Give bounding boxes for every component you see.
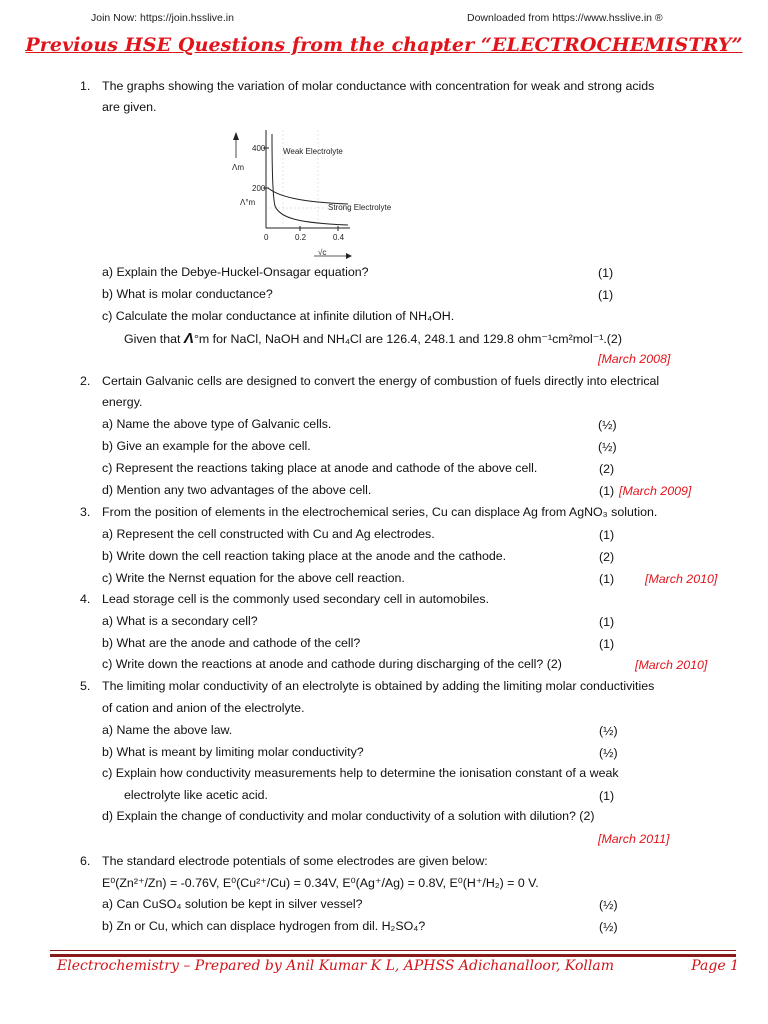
- q6b-mark: (½): [599, 920, 618, 934]
- q4a-mark: (1): [599, 615, 615, 629]
- q1-text: The graphs showing the variation of molar conductance with concentration for weak and strong acids: [102, 79, 655, 93]
- q1c: c) Calculate the molar conductance at infinite dilution of NH₄OH.: [102, 309, 455, 323]
- q2-text-cont: energy.: [102, 395, 143, 409]
- footer-rule-thin: [50, 950, 736, 951]
- y-tick-200: 200: [252, 184, 266, 193]
- q1-text-cont: are given.: [102, 100, 157, 114]
- q5-tag: [March 2011]: [598, 832, 670, 846]
- x-tick-02: 0.2: [295, 233, 307, 242]
- x-axis-label: √c: [318, 248, 327, 257]
- footer-rule-thick: [50, 954, 736, 957]
- lambda-symbol: Λ: [183, 330, 194, 347]
- q1c-given: Given that Λ°m for NaCl, NaOH and NH₄Cl are 126.4, 248.1 and 129.8 ohm⁻¹cm²mol⁻¹.(2): [124, 330, 622, 347]
- download-link[interactable]: Downloaded from https://www.hsslive.in ®: [467, 12, 663, 24]
- q3-number: 3.: [80, 505, 91, 519]
- q4-text: Lead storage cell is the commonly used secondary cell in automobiles.: [102, 592, 490, 606]
- q5c: c) Explain how conductivity measurements help to determine the ionisation constant of a weak: [102, 766, 619, 780]
- q6-number: 6.: [80, 854, 91, 868]
- q1-tag: [March 2008]: [598, 352, 671, 366]
- q1-number: 1.: [80, 79, 91, 93]
- conductance-graph: [228, 118, 392, 263]
- y-axis-label-bottom: Λ°m: [240, 198, 256, 207]
- q5c-mark: (1): [599, 789, 615, 803]
- footer: [57, 958, 739, 974]
- strong-electrolyte-label: Strong Electrolyte: [328, 203, 392, 212]
- footer-credit: Electrochemistry – Prepared by Anil Kumar K L, APHSS Adichanalloor, Kollam: [57, 958, 614, 974]
- q3c-mark: (1): [599, 572, 615, 586]
- q2-tag: [March 2009]: [619, 484, 692, 498]
- y-tick-400: 400: [252, 144, 266, 153]
- q5a: a) Name the above law.: [102, 723, 233, 737]
- x-tick-04: 0.4: [333, 233, 345, 242]
- page-number: Page 1: [691, 958, 739, 974]
- q2a: a) Name the above type of Galvanic cells.: [102, 417, 332, 431]
- q1a-mark: (1): [598, 266, 614, 280]
- q5-text-cont: of cation and anion of the electrolyte.: [102, 701, 305, 715]
- q4b: b) What are the anode and cathode of the cell?: [102, 636, 361, 650]
- q6a-mark: (½): [599, 898, 618, 912]
- q3b: b) Write down the cell reaction taking place at the anode and the cathode.: [102, 549, 507, 563]
- q1a: a) Explain the Debye-Huckel-Onsagar equation?: [102, 265, 369, 279]
- q4-number: 4.: [80, 592, 91, 606]
- q5-text: The limiting molar conductivity of an electrolyte is obtained by adding the limiting molar conductivities: [102, 679, 655, 693]
- q1b: b) What is molar conductance?: [102, 287, 273, 301]
- q3c: c) Write the Nernst equation for the above cell reaction.: [102, 571, 405, 585]
- q5d: d) Explain the change of conductivity and molar conductivity of a solution with dilution? (2): [102, 809, 595, 823]
- q2c: c) Represent the reactions taking place at anode and cathode of the above cell.: [102, 461, 538, 475]
- q6-text: The standard electrode potentials of some electrodes are given below:: [102, 854, 488, 868]
- page-title: Previous HSE Questions from the chapter “ELECTROCHEMISTRY”: [25, 34, 743, 56]
- q2b: b) Give an example for the above cell.: [102, 439, 311, 453]
- q5a-mark: (½): [599, 724, 618, 738]
- q3a: a) Represent the cell constructed with Cu and Ag electrodes.: [102, 527, 435, 541]
- q5-number: 5.: [80, 679, 91, 693]
- q5b-mark: (½): [599, 746, 618, 760]
- y-axis-label-top: Λm: [232, 163, 245, 172]
- q6-potentials: E⁰(Zn²⁺/Zn) = -0.76V, E⁰(Cu²⁺/Cu) = 0.34V, E⁰(Ag⁺/Ag) = 0.8V, E⁰(H⁺/H₂) = 0 V.: [102, 876, 539, 890]
- q2-number: 2.: [80, 374, 91, 388]
- x-tick-0: 0: [264, 233, 269, 242]
- q2c-mark: (2): [599, 462, 615, 476]
- q2d-mark: (1): [599, 484, 615, 498]
- q1b-mark: (1): [598, 288, 614, 302]
- join-link[interactable]: Join Now: https://join.hsslive.in: [91, 12, 234, 24]
- q5b: b) What is meant by limiting molar conductivity?: [102, 745, 364, 759]
- q2-text: Certain Galvanic cells are designed to convert the energy of combustion of fuels directly into electrical: [102, 374, 660, 388]
- q3-text: From the position of elements in the electrochemical series, Cu can displace Ag from AgNO₃ solution.: [102, 505, 658, 519]
- q4a: a) What is a secondary cell?: [102, 614, 258, 628]
- q4-tag: [March 2010]: [635, 658, 708, 672]
- weak-electrolyte-label: Weak Electrolyte: [283, 147, 343, 156]
- q2a-mark: (½): [598, 418, 617, 432]
- q6a: a) Can CuSO₄ solution be kept in silver vessel?: [102, 897, 363, 911]
- q6b: b) Zn or Cu, which can displace hydrogen from dil. H₂SO₄?: [102, 919, 426, 933]
- q2b-mark: (½): [598, 440, 617, 454]
- q3a-mark: (1): [599, 528, 615, 542]
- q5c-cont: electrolyte like acetic acid.: [124, 788, 268, 802]
- q4b-mark: (1): [599, 637, 615, 651]
- q4c: c) Write down the reactions at anode and cathode during discharging of the cell? (2): [102, 657, 562, 671]
- q3b-mark: (2): [599, 550, 615, 564]
- q2d: d) Mention any two advantages of the above cell.: [102, 483, 372, 497]
- q3-tag: [March 2010]: [645, 572, 718, 586]
